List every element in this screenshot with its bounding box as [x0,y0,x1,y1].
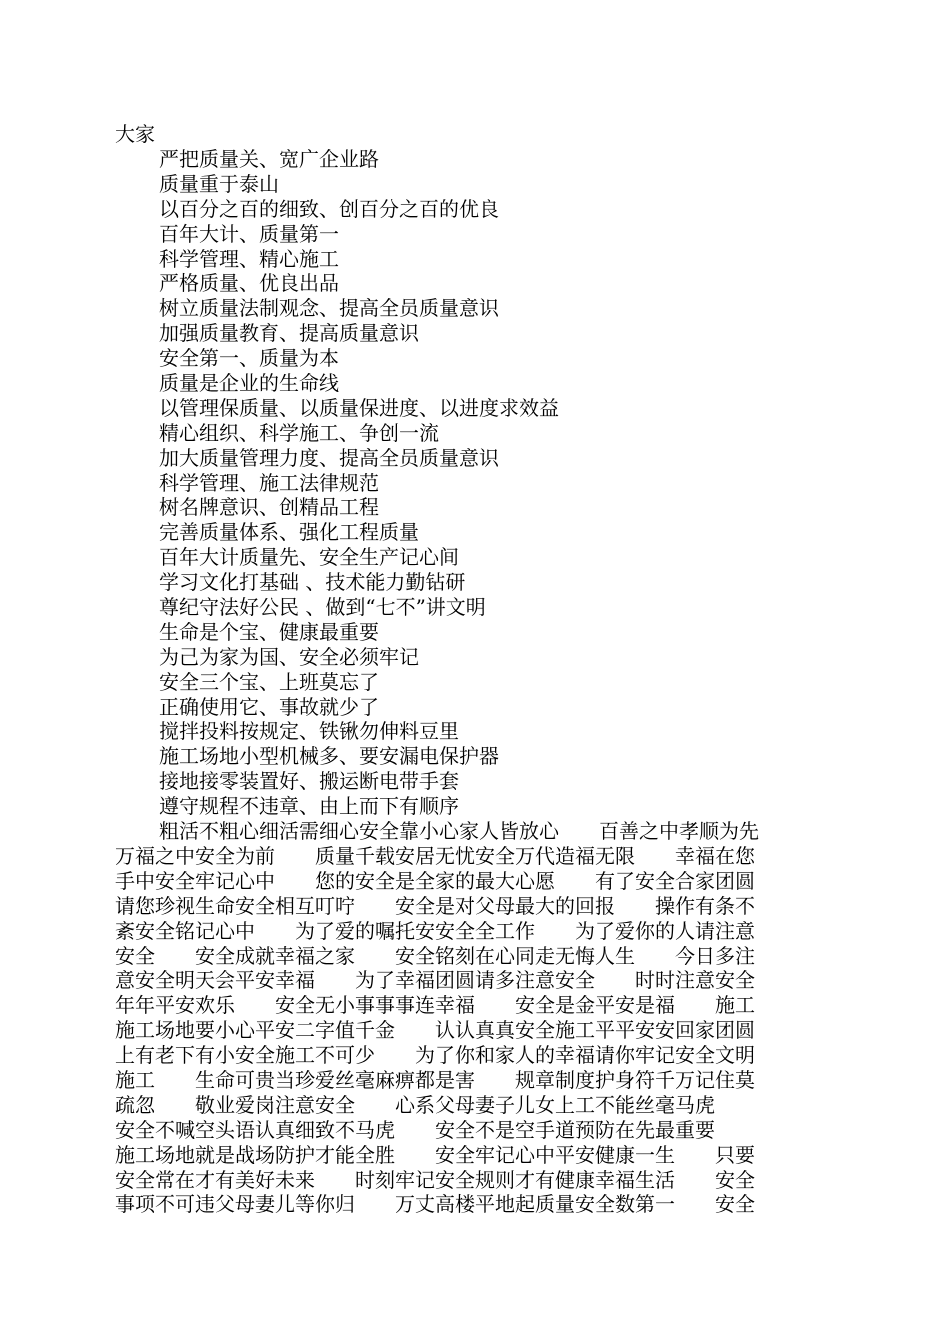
slogan-line: 精心组织、科学施工、争创一流 [159,420,439,445]
slogan-line: 质量重于泰山 [159,171,279,196]
slogan-line: 严格质量、优良出品 [159,271,339,296]
paragraph-line: 事项不可违父母妻儿等你归 万丈高楼平地起质量安全数第一 安全 [115,1192,755,1217]
slogan-line: 学习文化打基础 、技术能力勤钻研 [159,570,466,595]
paragraph-line: 施工 生命可贵当珍爱丝毫麻痹都是害 规章制度护身符千万记住莫 [115,1067,755,1092]
paragraph-line: 年年平安欢乐 安全无小事事事连幸福 安全是金平安是福 施工 [115,993,755,1018]
slogan-line: 安全三个宝、上班莫忘了 [159,669,379,694]
slogan-line: 树名牌意识、创精品工程 [159,495,379,520]
document-page [115,122,835,1217]
paragraph-line: 万福之中安全为前 质量千载安居无忧安全万代造福无限 幸福在您 [115,843,755,868]
slogan-line: 接地接零装置好、搬运断电带手套 [159,769,459,794]
slogan-line: 科学管理、精心施工 [159,246,339,271]
slogan-line: 完善质量体系、强化工程质量 [159,520,419,545]
slogan-line: 百年大计、质量第一 [159,221,339,246]
slogan-line: 加大质量管理力度、提高全员质量意识 [159,445,499,470]
paragraph-line: 施工场地就是战场防护才能全胜 安全牢记心中平安健康一生 只要 [115,1142,755,1167]
slogan-line: 施工场地小型机械多、要安漏电保护器 [159,744,499,769]
slogan-list [115,147,835,819]
slogan-line: 生命是个宝、健康最重要 [159,619,379,644]
slogan-line: 尊纪守法好公民 、做到“七不”讲文明 [159,595,486,620]
paragraph-line: 手中安全牢记心中 您的安全是全家的最大心愿 有了安全合家团圆 [115,868,755,893]
slogan-line: 质量是企业的生命线 [159,371,339,396]
slogan-line: 树立质量法制观念、提高全员质量意识 [159,296,499,321]
slogan-line: 遵守规程不违章、由上而下有顺序 [159,794,459,819]
paragraph-line: 安全 安全成就幸福之家 安全铭刻在心同走无悔人生 今日多注 [115,943,755,968]
paragraph-line: 请您珍视生命安全相互叮咛 安全是对父母最大的回报 操作有条不 [115,893,755,918]
document-heading: 大家 [115,122,155,146]
slogan-line: 以百分之百的细致、创百分之百的优良 [159,196,499,221]
paragraph-line: 施工场地要小心平安二字值千金 认认真真安全施工平平安安回家团圆 [115,1018,755,1043]
paragraph-line: 粗活不粗心细活需细心安全靠小心家人皆放心 百善之中孝顺为先 [159,819,759,844]
paragraph-line: 疏忽 敬业爱岗注意安全 心系父母妻子儿女上工不能丝毫马虎 [115,1092,715,1117]
slogan-line: 正确使用它、事故就少了 [159,694,379,719]
slogan-line: 为己为家为国、安全必须牢记 [159,644,419,669]
slogan-line: 搅拌投料按规定、铁锹勿伸料豆里 [159,719,459,744]
paragraph-line: 安全常在才有美好未来 时刻牢记安全规则才有健康幸福生活 安全 [115,1167,755,1192]
slogan-line: 百年大计质量先、安全生产记心间 [159,545,459,570]
paragraph-line: 意安全明天会平安幸福 为了幸福团圆请多注意安全 时时注意安全 [115,968,755,993]
slogan-line: 以管理保质量、以质量保进度、以进度求效益 [159,395,559,420]
slogan-line: 安全第一、质量为本 [159,346,339,371]
slogan-line: 加强质量教育、提高质量意识 [159,321,419,346]
paragraph-line: 紊安全铭记心中 为了爱的嘱托安安全全工作 为了爱你的人请注意 [115,918,755,943]
paragraph-line: 上有老下有小安全施工不可少 为了你和家人的幸福请你牢记安全文明 [115,1043,755,1068]
slogan-line: 严把质量关、宽广企业路 [159,147,379,171]
paragraph-line: 安全不喊空头语认真细致不马虎 安全不是空手道预防在先最重要 [115,1117,715,1142]
slogan-line: 科学管理、施工法律规范 [159,470,379,495]
safety-paragraph [115,819,835,1217]
